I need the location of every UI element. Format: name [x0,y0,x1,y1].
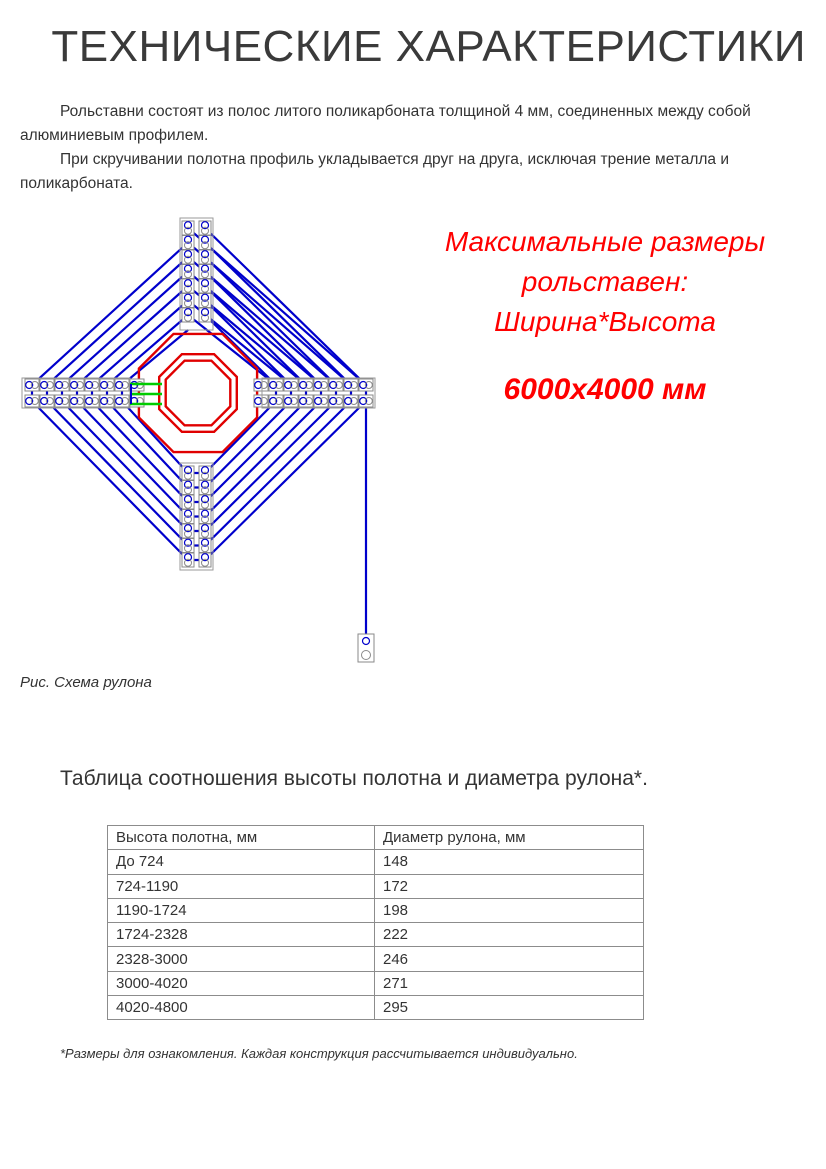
inner-octagon [166,361,231,426]
profile-piece [70,395,84,407]
cell-height: 4020-4800 [108,996,375,1020]
profile-piece [269,395,283,407]
callout-line-3: Ширина*Высота [494,306,716,337]
profile-piece [344,379,358,391]
table-title: Таблица соотношения высоты полотна и диаметра рулона*. [60,767,648,790]
profile-piece [359,379,373,391]
cell-height: До 724 [108,850,375,874]
profile-piece [25,379,39,391]
table-header-row [108,826,644,850]
cell-height: 724-1190 [108,874,375,898]
profile-piece [199,539,211,553]
profile-piece [182,524,194,538]
profile-piece [115,395,129,407]
profile-piece [199,294,211,308]
profile-piece [299,395,313,407]
profile-piece [344,395,358,407]
profile-piece [359,395,373,407]
table-row [108,898,644,922]
cell-diameter: 222 [375,923,644,947]
profile-piece [254,379,268,391]
profile-piece [55,395,69,407]
profile-piece [182,308,194,322]
profile-piece [182,553,194,567]
callout-line-1: Максимальные размеры [444,226,766,257]
table-row [108,971,644,995]
profile-piece [182,510,194,524]
intro-paragraph-1: Рольставни состоят из полос литого поликарбоната толщиной 4 мм, соединенных между собой алюминиевым профилем. [20,103,751,144]
profile-piece [182,221,194,235]
profile-piece [182,236,194,250]
profile-piece [115,379,129,391]
intro-paragraph-2: При скручивании полотна профиль укладывается друг на друга, исключая трение металла и поликарбоната. [20,151,730,192]
profile-piece [199,236,211,250]
profile-piece [199,221,211,235]
table-row [108,947,644,971]
cell-diameter: 271 [375,971,644,995]
callout-max-size-value: 6000х4000 мм [503,373,707,406]
profile-piece [199,481,211,495]
profile-piece [314,395,328,407]
profile-piece [182,294,194,308]
profile-piece [182,466,194,480]
footnote: *Размеры для ознакомления. Каждая конструкция рассчитывается индивидуально. [60,1046,578,1061]
callout-line-2: рольставен: [521,266,689,297]
profile-piece [182,279,194,293]
profile-piece [199,265,211,279]
table-row [108,923,644,947]
profile-piece [199,279,211,293]
cell-height: 2328-3000 [108,947,375,971]
profile-piece [269,379,283,391]
roll-scheme-diagram [0,205,400,670]
profile-piece [199,553,211,567]
profile-piece [182,495,194,509]
profile-piece [182,539,194,553]
page-title: ТЕХНИЧЕСКИЕ ХАРАКТЕРИСТИКИ [51,22,806,71]
profile-piece [100,379,114,391]
cell-height: 1724-2328 [108,923,375,947]
profile-piece [25,395,39,407]
profile-piece [329,379,343,391]
profile-piece [299,379,313,391]
profile-piece [199,250,211,264]
profile-piece [40,395,54,407]
profile-piece [85,379,99,391]
cell-diameter: 172 [375,874,644,898]
intro-text [20,100,810,196]
profile-piece [182,481,194,495]
cell-diameter: 246 [375,947,644,971]
bottom-clip [358,634,374,662]
header-height: Высота полотна, мм [108,826,375,850]
max-size-callout [405,222,805,408]
profile-piece [254,395,268,407]
cell-diameter: 148 [375,850,644,874]
diagram-caption: Рис. Схема рулона [20,674,152,691]
table-row [108,850,644,874]
profile-piece [40,379,54,391]
profile-piece [314,379,328,391]
table-row [108,996,644,1020]
middle-octagon [159,354,237,432]
cell-height: 3000-4020 [108,971,375,995]
profile-piece [182,265,194,279]
profile-piece [85,395,99,407]
profile-piece [199,524,211,538]
profile-piece [329,395,343,407]
profile-piece [55,379,69,391]
profile-piece [70,379,84,391]
header-diameter: Диаметр рулона, мм [375,826,644,850]
profile-piece [284,379,298,391]
profile-piece [100,395,114,407]
table-row [108,874,644,898]
profile-piece [199,510,211,524]
cell-diameter: 295 [375,996,644,1020]
profile-piece [199,308,211,322]
cell-diameter: 198 [375,898,644,922]
profile-piece [199,495,211,509]
cell-height: 1190-1724 [108,898,375,922]
profile-piece [199,466,211,480]
profile-piece [284,395,298,407]
strip-segment [205,243,351,386]
profile-piece [182,250,194,264]
height-diameter-table [107,825,644,1020]
